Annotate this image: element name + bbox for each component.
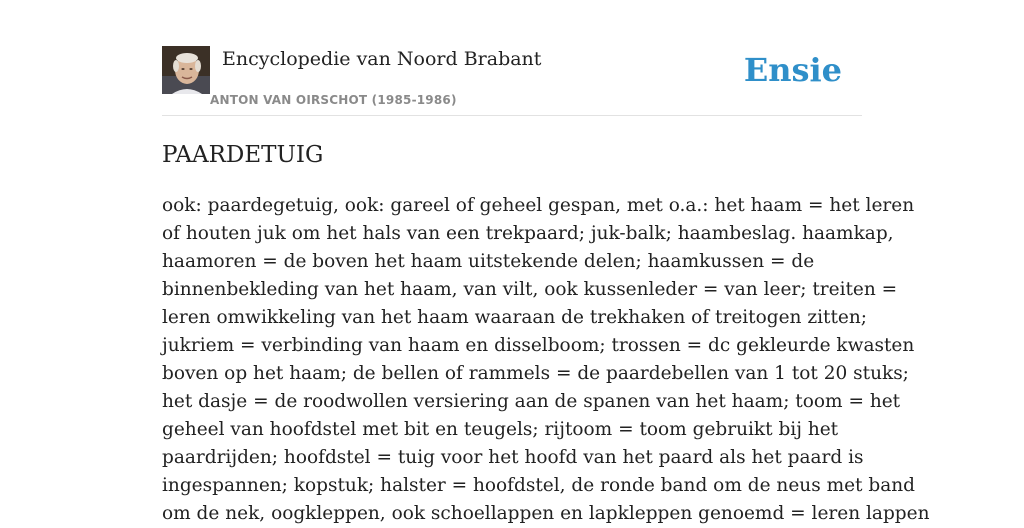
- entry-body: [162, 192, 930, 528]
- entry-line: of houten juk om het hals van een trekpaard; juk-balk; haambeslag. haamkap,: [162, 223, 894, 244]
- author-portrait-icon[interactable]: [162, 46, 210, 94]
- source-title[interactable]: Encyclopedie van Noord Brabant: [222, 48, 542, 70]
- brand-logo[interactable]: Ensie: [743, 51, 842, 89]
- entry-line: ingespannen; kopstuk; halster = hoofdstel, de ronde band om de neus met band: [162, 475, 915, 496]
- entry-line: het dasje = de roodwollen versiering aan de spanen van het haam; toom = het: [162, 391, 901, 412]
- entry-line: om de nek, oogkleppen, ook schoellappen en lapkleppen genoemd = leren lappen: [162, 503, 930, 524]
- entry-line: leren omwikkeling van het haam waaraan de trekhaken of treitogen zitten;: [162, 307, 867, 328]
- entry-headword: PAARDETUIG: [162, 142, 324, 168]
- entry-line: boven op het haam; de bellen of rammels = de paardebellen van 1 tot 20 stuks;: [162, 363, 909, 384]
- entry-line: paardrijden; hoofdstel = tuig voor het hoofd van het paard als het paard is: [162, 447, 864, 468]
- entry-line: binnenbekleding van het haam, van vilt, ook kussenleder = van leer; treiten =: [162, 279, 898, 300]
- entry-line: jukriem = verbinding van haam en disselboom; trossen = dc gekleurde kwasten: [162, 335, 915, 356]
- entry-line: ook: paardegetuig, ook: gareel of geheel gespan, met o.a.: het haam = het leren: [162, 195, 915, 216]
- source-header: [162, 46, 862, 116]
- author-name[interactable]: ANTON VAN OIRSCHOT (1985-1986): [210, 93, 457, 107]
- entry-line: haamoren = de boven het haam uitstekende delen; haamkussen = de: [162, 251, 815, 272]
- entry-line: geheel van hoofdstel met bit en teugels; rijtoom = toom gebruikt bij het: [162, 419, 839, 440]
- header-divider: [162, 115, 862, 116]
